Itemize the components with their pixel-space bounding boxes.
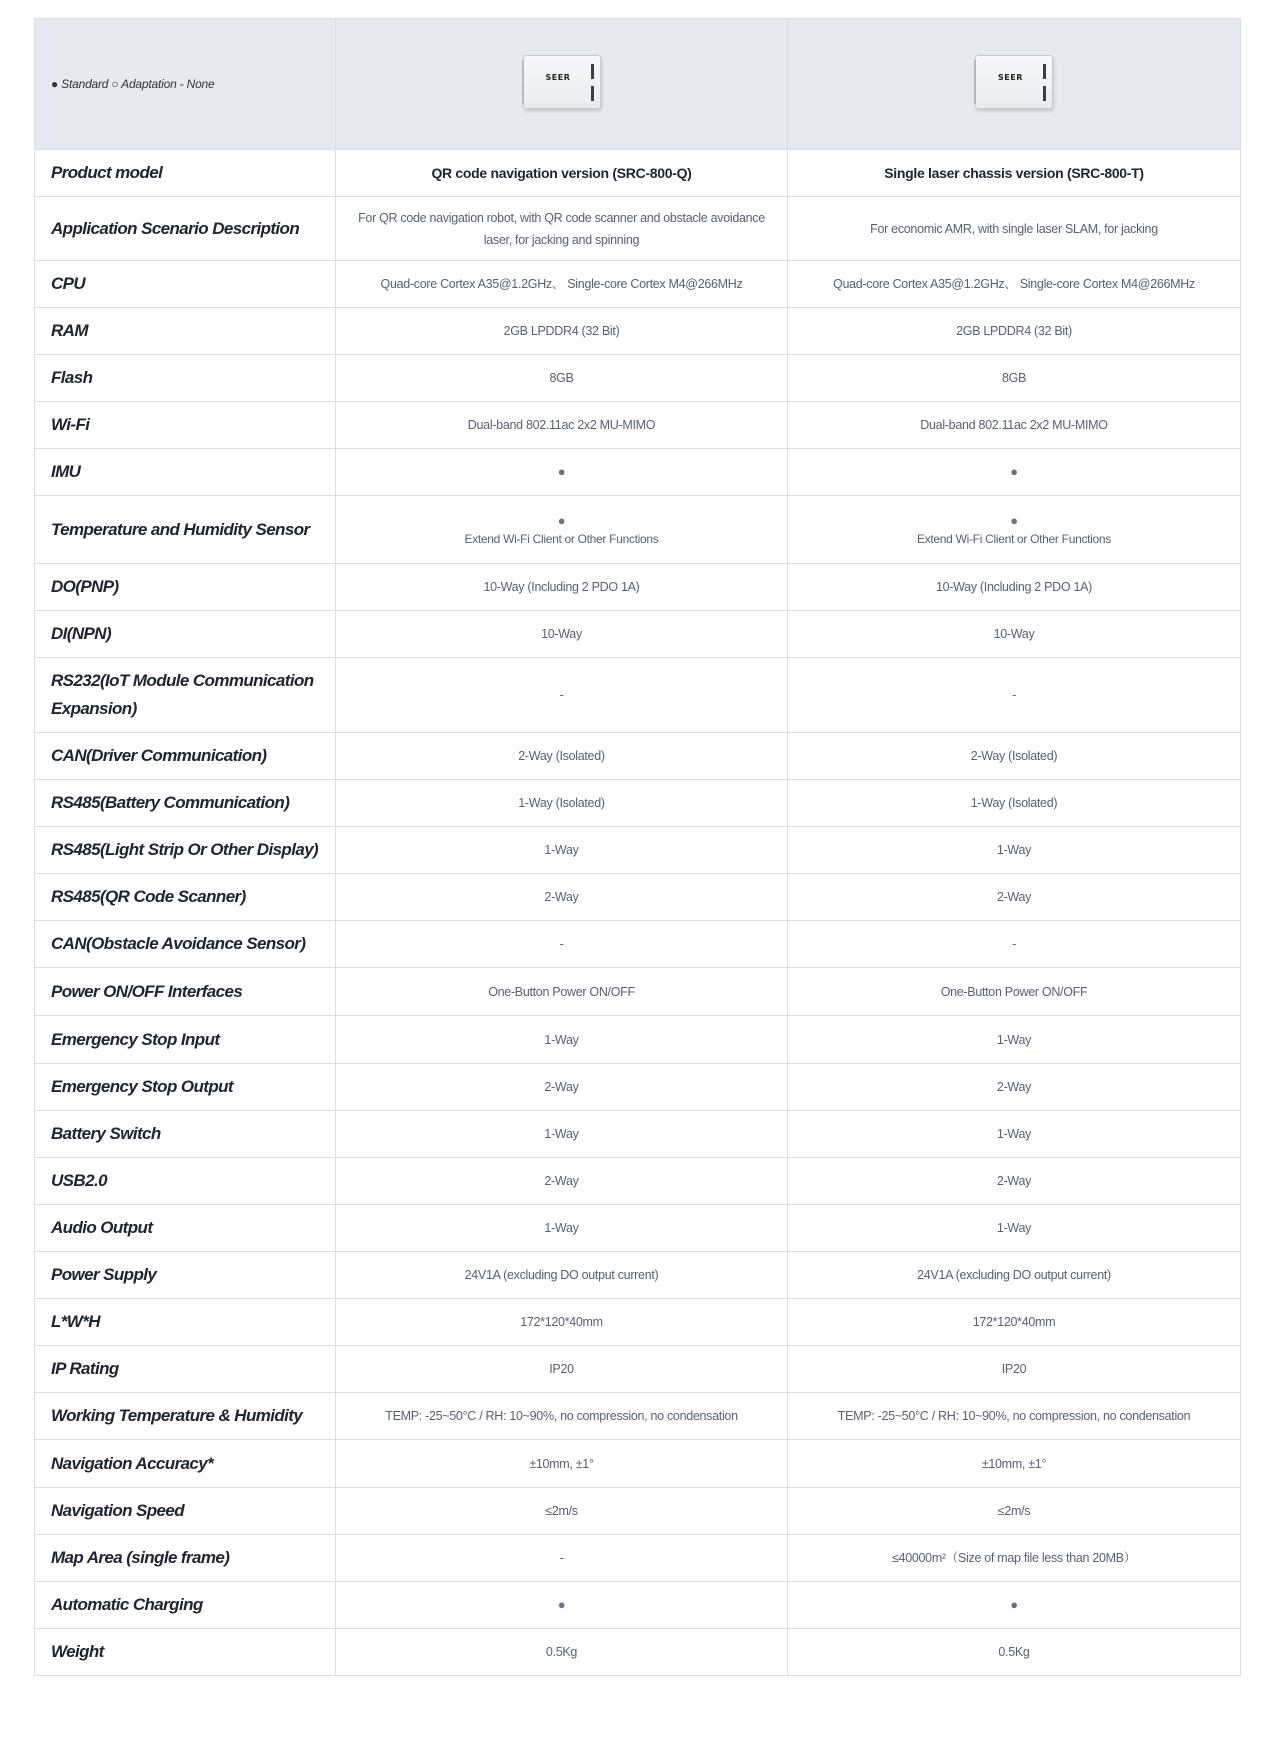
spec-label: DI(NPN) xyxy=(35,611,336,658)
spec-value-q: 2-Way (Isolated) xyxy=(336,733,788,780)
spec-label: USB2.0 xyxy=(35,1158,336,1205)
spec-value-q: IP20 xyxy=(336,1346,788,1393)
spec-label: IP Rating xyxy=(35,1346,336,1393)
spec-value-q: 2-Way xyxy=(336,1064,788,1111)
spec-label: CAN(Driver Communication) xyxy=(35,733,336,780)
table-row xyxy=(35,1158,1241,1205)
spec-value-t: Quad-core Cortex A35@1.2GHz、 Single-core Cortex M4@266MHz xyxy=(788,261,1241,308)
spec-value-q: - xyxy=(336,658,788,733)
table-row xyxy=(35,874,1241,921)
spec-value-t: - xyxy=(788,921,1241,968)
spec-value-q: 0.5Kg xyxy=(336,1629,788,1676)
spec-label: Temperature and Humidity Sensor xyxy=(35,496,336,564)
spec-value-t: Single laser chassis version (SRC-800-T) xyxy=(788,150,1241,197)
table-row xyxy=(35,1440,1241,1488)
spec-value-t: 1-Way xyxy=(788,1016,1241,1064)
spec-value-t: Dual-band 802.11ac 2x2 MU-MIMO xyxy=(788,402,1241,449)
spec-value-t: 2-Way (Isolated) xyxy=(788,733,1241,780)
table-row xyxy=(35,1582,1241,1629)
spec-value-t: 2-Way xyxy=(788,874,1241,921)
spec-value-q: 10-Way xyxy=(336,611,788,658)
spec-value-t: 172*120*40mm xyxy=(788,1299,1241,1346)
table-row xyxy=(35,1111,1241,1158)
spec-label: Automatic Charging xyxy=(35,1582,336,1629)
table-row xyxy=(35,496,1241,564)
spec-label: RS485(QR Code Scanner) xyxy=(35,874,336,921)
spec-value-q: 1-Way xyxy=(336,827,788,874)
spec-label: Battery Switch xyxy=(35,1111,336,1158)
standard-dot: ● xyxy=(788,449,1241,496)
legend: ● Standard ○ Adaptation - None xyxy=(35,19,336,150)
table-row xyxy=(35,308,1241,355)
spec-value-q: Dual-band 802.11ac 2x2 MU-MIMO xyxy=(336,402,788,449)
table-row xyxy=(35,1252,1241,1299)
table-row xyxy=(35,261,1241,308)
spec-value-t: 0.5Kg xyxy=(788,1629,1241,1676)
table-row xyxy=(35,355,1241,402)
device-logo: SEER xyxy=(545,72,571,82)
spec-value-t: ±10mm, ±1° xyxy=(788,1440,1241,1488)
spec-value-t: 1-Way xyxy=(788,1111,1241,1158)
spec-label: Flash xyxy=(35,355,336,402)
spec-label: Product model xyxy=(35,150,336,197)
device-logo: SEER xyxy=(998,72,1023,82)
spec-value-q: One-Button Power ON/OFF xyxy=(336,968,788,1016)
spec-value-q: For QR code navigation robot, with QR code scanner and obstacle avoidance laser, for jacking and spinning xyxy=(336,197,788,261)
table-row xyxy=(35,197,1241,261)
spec-value-t: IP20 xyxy=(788,1346,1241,1393)
table-row xyxy=(35,733,1241,780)
table-row xyxy=(35,780,1241,827)
spec-label: Navigation Speed xyxy=(35,1488,336,1535)
table-row xyxy=(35,1064,1241,1111)
spec-label: IMU xyxy=(35,449,336,496)
spec-value-t: 8GB xyxy=(788,355,1241,402)
table-row xyxy=(35,1393,1241,1440)
spec-value-t: TEMP: -25~50°C / RH: 10~90%, no compression, no condensation xyxy=(788,1393,1241,1440)
spec-value-q: 1-Way xyxy=(336,1111,788,1158)
table-row xyxy=(35,921,1241,968)
standard-dot: ● xyxy=(336,449,788,496)
standard-dot: ● xyxy=(336,1582,788,1629)
table-row xyxy=(35,658,1241,733)
spec-label: Power ON/OFF Interfaces xyxy=(35,968,336,1016)
spec-value-t: ≤2m/s xyxy=(788,1488,1241,1535)
spec-label: DO(PNP) xyxy=(35,564,336,611)
spec-value-t: 2GB LPDDR4 (32 Bit) xyxy=(788,308,1241,355)
header-row xyxy=(35,19,1241,150)
spec-label: RS485(Battery Communication) xyxy=(35,780,336,827)
table-row xyxy=(35,402,1241,449)
table-row xyxy=(35,1488,1241,1535)
spec-value-t: 24V1A (excluding DO output current) xyxy=(788,1252,1241,1299)
spec-label: RS485(Light Strip Or Other Display) xyxy=(35,827,336,874)
spec-table xyxy=(34,18,1241,1676)
spec-value-q: ±10mm, ±1° xyxy=(336,1440,788,1488)
spec-value-t: ≤40000m²（Size of map file less than 20MB） xyxy=(788,1535,1241,1582)
spec-value-t: 2-Way xyxy=(788,1064,1241,1111)
spec-value-q: QR code navigation version (SRC-800-Q) xyxy=(336,150,788,197)
table-row xyxy=(35,1299,1241,1346)
spec-value-q: Quad-core Cortex A35@1.2GHz、 Single-core Cortex M4@266MHz xyxy=(336,261,788,308)
table-row xyxy=(35,449,1241,496)
spec-value-q: 10-Way (Including 2 PDO 1A) xyxy=(336,564,788,611)
spec-label: RS232(IoT Module Communication Expansion) xyxy=(35,658,336,733)
table-row xyxy=(35,968,1241,1016)
standard-dot: ● xyxy=(1010,512,1018,528)
spec-value-q: 2GB LPDDR4 (32 Bit) xyxy=(336,308,788,355)
table-row xyxy=(35,1205,1241,1252)
spec-label: Emergency Stop Input xyxy=(35,1016,336,1064)
table-row xyxy=(35,564,1241,611)
spec-value-q: ≤2m/s xyxy=(336,1488,788,1535)
table-row xyxy=(35,1629,1241,1676)
product-image-cell xyxy=(788,19,1241,150)
spec-label: Weight xyxy=(35,1629,336,1676)
spec-note: Extend Wi-Fi Client or Other Functions xyxy=(916,531,1111,546)
product-image-cell xyxy=(336,19,788,150)
spec-label: RAM xyxy=(35,308,336,355)
spec-value-t: 10-Way xyxy=(788,611,1241,658)
table-row xyxy=(35,827,1241,874)
spec-value-cell xyxy=(788,496,1241,564)
spec-label: Map Area (single frame) xyxy=(35,1535,336,1582)
spec-value-q: 1-Way (Isolated) xyxy=(336,780,788,827)
spec-label: Working Temperature & Humidity xyxy=(35,1393,336,1440)
spec-value-q: 172*120*40mm xyxy=(336,1299,788,1346)
spec-label: Application Scenario Description xyxy=(35,197,336,261)
spec-value-t: For economic AMR, with single laser SLAM, for jacking xyxy=(788,197,1241,261)
spec-value-q: TEMP: -25~50°C / RH: 10~90%, no compression, no condensation xyxy=(336,1393,788,1440)
spec-value-t: One-Button Power ON/OFF xyxy=(788,968,1241,1016)
spec-value-q: 2-Way xyxy=(336,874,788,921)
spec-value-t: 1-Way (Isolated) xyxy=(788,780,1241,827)
spec-label: CAN(Obstacle Avoidance Sensor) xyxy=(35,921,336,968)
spec-label: L*W*H xyxy=(35,1299,336,1346)
standard-dot: ● xyxy=(788,1582,1241,1629)
spec-value-t: 2-Way xyxy=(788,1158,1241,1205)
table-row xyxy=(35,1346,1241,1393)
spec-label: Navigation Accuracy* xyxy=(35,1440,336,1488)
spec-value-t: 1-Way xyxy=(788,1205,1241,1252)
spec-note: Extend Wi-Fi Client or Other Functions xyxy=(464,531,659,546)
spec-label: Wi-Fi xyxy=(35,402,336,449)
spec-value-q: 1-Way xyxy=(336,1016,788,1064)
spec-label: Emergency Stop Output xyxy=(35,1064,336,1111)
spec-value-q: 24V1A (excluding DO output current) xyxy=(336,1252,788,1299)
spec-value-q: 1-Way xyxy=(336,1205,788,1252)
standard-dot: ● xyxy=(557,512,566,528)
table-row xyxy=(35,611,1241,658)
controller-device-image xyxy=(975,55,1053,109)
spec-label: Audio Output xyxy=(35,1205,336,1252)
spec-value-t: - xyxy=(788,658,1241,733)
table-row xyxy=(35,1535,1241,1582)
spec-value-t: 1-Way xyxy=(788,827,1241,874)
spec-value-q: - xyxy=(336,921,788,968)
spec-value-q: 2-Way xyxy=(336,1158,788,1205)
table-row xyxy=(35,1016,1241,1064)
table-row xyxy=(35,150,1241,197)
spec-value-q: - xyxy=(336,1535,788,1582)
spec-value-t: 10-Way (Including 2 PDO 1A) xyxy=(788,564,1241,611)
controller-device-image xyxy=(523,55,601,109)
spec-label: CPU xyxy=(35,261,336,308)
spec-label: Power Supply xyxy=(35,1252,336,1299)
spec-value-cell xyxy=(336,496,788,564)
spec-value-q: 8GB xyxy=(336,355,788,402)
